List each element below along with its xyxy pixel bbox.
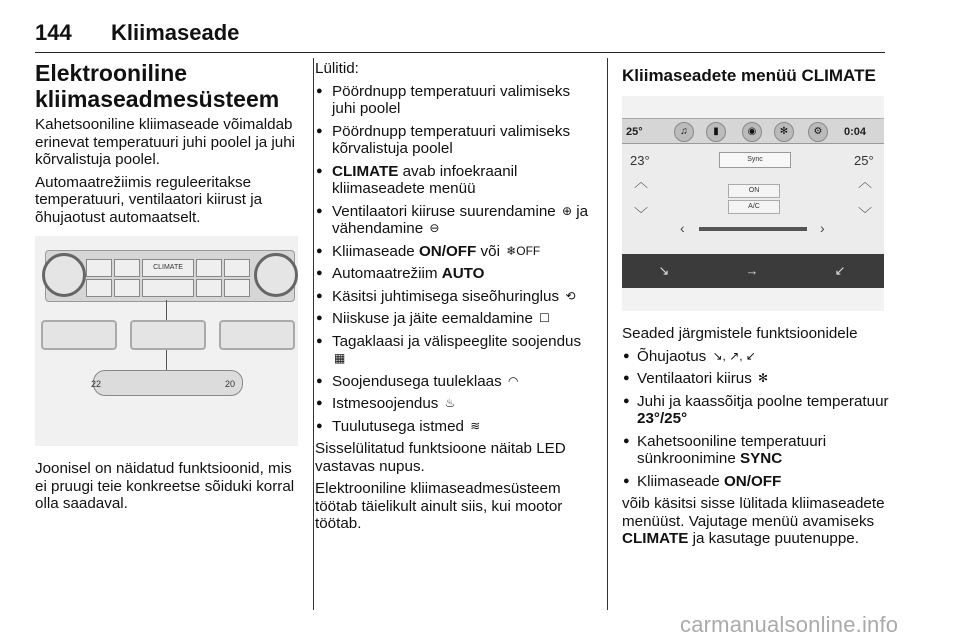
list-item: ● Pöördnupp temperatuuri valimiseks juhi poolel	[315, 83, 595, 118]
air-distribution-middle-icon: →	[745, 263, 759, 278]
paragraph: Sisselülitatud funktsioone näitab LED vastavas nupus.	[315, 440, 566, 475]
left-column	[35, 60, 300, 518]
temperature-knob-passenger	[254, 253, 298, 297]
defog-icon: ☐	[539, 311, 550, 325]
list-item: ● Tagaklaasi ja välispeeglite soojendus ▦	[315, 333, 595, 368]
panel-button	[224, 259, 250, 277]
panel-button	[196, 259, 222, 277]
rear-window-heating-icon: ▦	[334, 351, 346, 365]
list-item: ● Pöördnupp temperatuuri valimiseks kõrvalistuja poolel	[315, 123, 595, 158]
page-number: 144	[35, 20, 72, 45]
section-title: Elektrooniline kliimaseadmesüsteem	[35, 60, 280, 112]
air-distribution-upper-icon: ↘	[658, 263, 670, 278]
list-item: ● Automaatrežiim AUTO	[315, 265, 595, 283]
seat-temp-left: 22	[91, 379, 102, 389]
switches-intro: Lülitid:	[315, 60, 359, 77]
paragraph: Automaatrežiimis reguleeritakse temperatuuri, ventilaatori kiirust ja õhujaotust automaatselt.	[35, 173, 263, 226]
screen-left-temp: 23°	[630, 153, 650, 168]
panel-button	[224, 279, 250, 297]
screen-status-bar	[622, 118, 884, 144]
climate-control-panel	[45, 250, 295, 302]
climate-icon: ✻	[774, 122, 794, 142]
chevron-up-icon: ︿	[634, 174, 648, 190]
chapter-title: Kliimaseade	[111, 20, 240, 45]
button-row	[86, 257, 254, 295]
navigation-icon: ◉	[742, 122, 762, 142]
seat-heating-icon: ♨	[444, 396, 456, 410]
settings-icon: ⚙	[808, 122, 828, 142]
list-item: ● Tuulutusega istmed ≋	[315, 418, 595, 436]
panel-button	[142, 279, 194, 297]
list-item: ● Ventilaatori kiirus ✻	[622, 370, 892, 388]
dashboard-illustration	[35, 236, 298, 446]
figure-caption: Joonisel on näidatud funktsioonid, mis ei pruugi teie konkreetse sõiduki korral olla saadaval.	[35, 460, 295, 512]
watermark: carmanualsonline.info	[680, 612, 899, 637]
screen-right-temp: 25°	[854, 153, 874, 168]
list-item: ● Kahetsooniline temperatuuri sünkroonimine SYNC	[622, 433, 892, 468]
fan-decrease-icon: ⊖	[429, 221, 440, 235]
phone-icon: ▮	[706, 122, 726, 142]
chevron-right-icon: ›	[820, 220, 825, 236]
air-vent	[41, 320, 117, 350]
chevron-down-icon: ﹀	[634, 206, 648, 222]
list-item: ● Kliimaseade ON/OFF	[622, 473, 892, 491]
paragraph: võib käsitsi sisse lülitada kliimaseadete menüüst. Vajutage menüü avamiseks CLIMATE ja kasutage puutenuppe.	[622, 495, 885, 547]
chevron-up-icon: ︿	[858, 174, 872, 190]
settings-intro: Seaded järgmistele funktsioonidele	[622, 325, 858, 342]
ac-off-icon: ❄OFF	[506, 243, 541, 258]
panel-button	[86, 259, 112, 277]
climate-panel-button: CLIMATE	[142, 259, 194, 277]
list-item: ● Niiskuse ja jäite eemaldamine ☐	[315, 310, 595, 328]
screen-main-area	[622, 144, 884, 254]
music-icon: ♫	[674, 122, 694, 142]
sync-button: Sync	[719, 152, 791, 168]
climate-screen-illustration	[622, 96, 884, 311]
paragraph: Elektrooniline kliimaseadmesüsteem töötab täielikult ainult siis, kui mootor töötab.	[315, 480, 563, 532]
heated-windscreen-icon: ◠	[507, 373, 519, 388]
air-vent	[130, 320, 206, 350]
fan-increase-icon: ⊕	[561, 203, 573, 218]
list-item: ● Õhujaotus ↘, ↗, ↙	[622, 348, 892, 366]
temperature-knob-driver	[42, 253, 86, 297]
paragraph: Kahetsooniline kliimaseade võimaldab erinevat temperatuuri juhi poolel ja juhi kõrvalistuja poolel.	[35, 116, 296, 168]
list-item: ● CLIMATE avab infoekraanil kliimaseadete menüü	[315, 163, 595, 198]
column-divider	[313, 58, 314, 610]
on-button: ON	[728, 184, 780, 198]
seat-temp-right: 20	[225, 379, 236, 389]
screen-outside-temp: 25°	[626, 126, 643, 138]
list-item: ● Ventilaatori kiiruse suurendamine ⊕ ja vähendamine ⊖	[315, 203, 595, 238]
screen-clock: 0:04	[844, 126, 867, 138]
seat-ventilation-icon: ≋	[470, 418, 481, 433]
air-distribution-lower-icon: ↙	[834, 263, 846, 278]
chevron-left-icon: ‹	[680, 220, 685, 236]
chevron-down-icon: ﹀	[858, 206, 872, 222]
list-item: ● Istmesoojendus ♨	[315, 395, 595, 413]
screen-air-distribution-bar	[622, 254, 884, 288]
panel-button	[196, 279, 222, 297]
panel-button	[86, 279, 112, 297]
middle-column	[315, 60, 595, 538]
panel-button	[114, 279, 140, 297]
fan-speed-bar	[699, 227, 807, 231]
list-item: ● Käsitsi juhtimisega siseõhuringlus ⟲	[315, 288, 595, 306]
ac-button: A/C	[728, 200, 780, 214]
air-vent	[219, 320, 295, 350]
settings-list	[622, 348, 892, 491]
page-header	[35, 14, 885, 53]
air-distribution-icon: ↘, ↗, ↙	[712, 348, 756, 363]
right-column	[622, 60, 892, 553]
fan-speed-icon: ✻	[758, 371, 769, 385]
column-divider	[607, 58, 608, 610]
list-item: ● Soojendusega tuuleklaas ◠	[315, 373, 595, 391]
switch-list	[315, 83, 595, 436]
lower-seat-panel	[93, 370, 243, 396]
panel-button	[114, 259, 140, 277]
section-title: Kliimaseadete menüü CLIMATE	[622, 66, 876, 85]
list-item: ● Juhi ja kaassõitja poolne temperatuur 23°/25°	[622, 393, 892, 428]
recirculation-icon: ⟲	[565, 288, 576, 303]
list-item: ● Kliimaseade ON/OFF või ❄OFF	[315, 243, 595, 261]
